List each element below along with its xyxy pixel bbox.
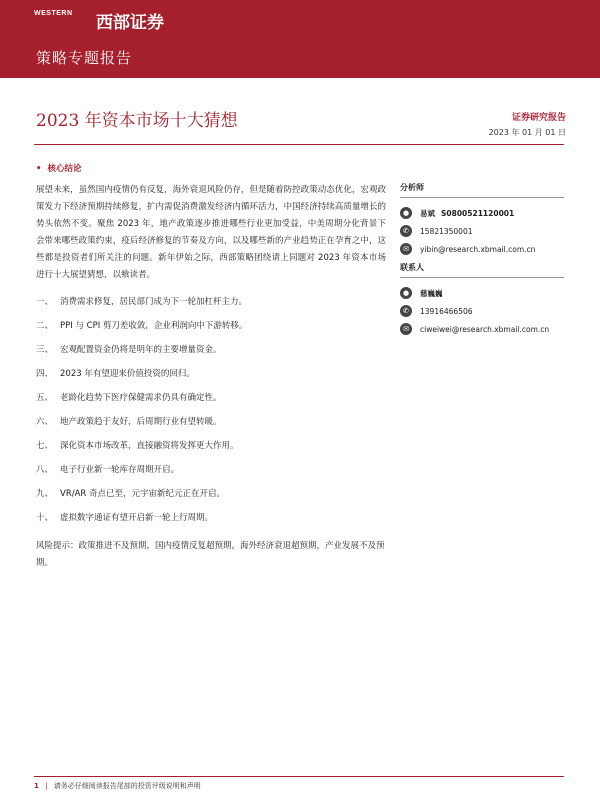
item-number: 十、 — [36, 513, 54, 523]
mail-icon: ✉ — [400, 323, 412, 335]
footer-divider — [34, 776, 564, 777]
logo-text: 西部证券 — [96, 13, 164, 33]
item-number: 六、 — [36, 417, 54, 427]
item-text: 电子行业新一轮库存周期开启。 — [60, 465, 180, 475]
footer-disclaimer: 请务必仔细阅读报告尾部的投资评级说明和声明 — [53, 782, 201, 790]
page-number: 1 — [34, 782, 39, 790]
analyst-email[interactable]: yibin@research.xbmail.com.cn — [420, 244, 536, 254]
list-item — [36, 488, 386, 512]
header-band — [0, 0, 600, 78]
item-text: 深化资本市场改革，直接融资将发挥更大作用。 — [60, 441, 239, 451]
item-number: 四、 — [36, 369, 54, 379]
footer — [34, 781, 201, 791]
contact-name-row — [400, 284, 564, 302]
mail-icon: ✉ — [400, 243, 412, 255]
phone-icon: ✆ — [400, 225, 412, 237]
divider — [34, 144, 564, 145]
list-item — [36, 296, 386, 320]
analyst-cert: S0800521120001 — [441, 208, 515, 218]
analyst-phone: 15821350001 — [420, 226, 473, 236]
item-number: 九、 — [36, 489, 54, 499]
item-number: 一、 — [36, 297, 54, 307]
analyst-heading: 分析师 — [400, 182, 564, 198]
list-item — [36, 344, 386, 368]
phone-icon: ✆ — [400, 305, 412, 317]
footer-separator: | — [45, 782, 48, 790]
risk-warning: 风险提示：政策推进不及预期，国内疫情反复超预期，海外经济衰退超预期，产业发展不及预期。 — [36, 541, 385, 568]
item-text: 虚拟数字通证有望开启新一轮上行周期。 — [60, 513, 214, 523]
page-title: 2023 年资本市场十大猜想 — [36, 111, 238, 131]
list-item — [36, 320, 386, 344]
person-icon: ● — [400, 287, 412, 299]
bullet-icon: • — [36, 164, 42, 174]
section-label — [36, 162, 81, 174]
analyst-phone-row — [400, 222, 564, 240]
item-number: 五、 — [36, 393, 54, 403]
analyst-email-row — [400, 240, 564, 258]
item-number: 三、 — [36, 345, 54, 355]
item-text: 2023 年有望迎来价值投资的回归。 — [60, 369, 195, 379]
analyst-name: 易斌 — [420, 208, 435, 218]
main-content — [36, 182, 386, 536]
intro-paragraph: 展望未来，虽然国内疫情仍有反复，海外衰退风险仍存，但是随着防控政策动态优化，宏观政策发力下经济预期持续修复，扩内需促消费激发经济内循环活力，中国经济持续高质量增长的势头依然不变。聚焦 2023 年，地产政策逐步推进哪些行业更加受益，中美周期分化背景下会带来哪些政策约束，疫后经济修复的节奏及方向，以及哪些新的产业趋势正在孕育之中，这些都是投资者们所关注的问题。新年伊始之际，西部策略团绕请上同题对 2023 年资本市场进行十大展望猜想，以飨读者。 — [36, 185, 386, 280]
item-text: PPI 与 CPI 剪刀差收敛，企业利润向中下游转移。 — [60, 321, 248, 331]
item-text: 地产政策趋于友好，后周期行业有望转暖。 — [60, 417, 222, 427]
contact-email-row — [400, 320, 564, 338]
contact-phone-row — [400, 302, 564, 320]
report-label: 证券研究报告 — [511, 113, 566, 123]
company-logo — [34, 10, 184, 36]
section-label-text: 核心结论 — [47, 164, 82, 174]
item-text: VR/AR 奇点已至，元宇宙新纪元正在开启。 — [60, 489, 226, 499]
item-text: 老龄化趋势下医疗保健需求仍具有确定性。 — [60, 393, 222, 403]
contact-phone: 13916466506 — [420, 306, 473, 316]
analyst-panel — [400, 182, 564, 338]
list-item — [36, 464, 386, 488]
report-date: 2023 年 01 月 01 日 — [488, 128, 566, 137]
list-item — [36, 416, 386, 440]
forecast-list — [36, 296, 386, 536]
list-item — [36, 512, 386, 536]
item-text: 宏观配置资金仍将是明年的主要增量资金。 — [60, 345, 222, 355]
item-number: 二、 — [36, 321, 54, 331]
report-type: 策略专题报告 — [36, 49, 133, 67]
item-number: 八、 — [36, 465, 54, 475]
item-number: 七、 — [36, 441, 54, 451]
item-text: 消费需求修复，居民部门成为下一轮加杠杆主力。 — [60, 297, 248, 307]
contact-name: 慈巍巍 — [420, 288, 443, 298]
person-icon: ● — [400, 207, 412, 219]
analyst-name-row — [400, 204, 564, 222]
contact-email[interactable]: ciweiwei@research.xbmail.com.cn — [420, 324, 550, 334]
list-item — [36, 392, 386, 416]
list-item — [36, 368, 386, 392]
list-item — [36, 440, 386, 464]
logo-small-text: WESTERN — [34, 10, 73, 17]
contact-heading: 联系人 — [400, 262, 564, 278]
